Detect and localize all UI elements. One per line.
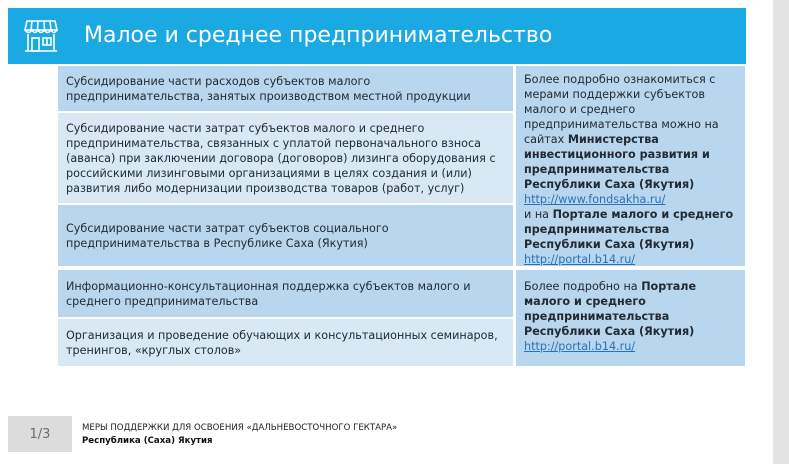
info-text: Более подробно ознакомиться с мерами поддержки субъектов малого и среднего предпринимательства можно на сайтах: [524, 73, 719, 146]
portal-name: Портале малого и среднего предпринимательства Республики Саха (Якутия): [524, 280, 697, 338]
portal-link[interactable]: http://portal.b14.ru/: [524, 340, 636, 353]
measure-item: [58, 270, 513, 317]
measure-text: Субсидирование части расходов субъектов малого предпринимательства, занятых производством местной продукции: [66, 74, 471, 103]
measure-item: [58, 205, 513, 266]
measure-text: Субсидирование части затрат субъектов малого и среднего предпринимательства, связанных с уплатой первоначального взноса (аванса) при заключении договора (договоров) лизинга оборудования с российскими лизинговыми организациями в целях создания и (или) развития либо модернизации производства товаров (работ, услуг): [66, 122, 496, 195]
shop-icon: [24, 18, 58, 54]
info-text: и на: [524, 208, 553, 221]
info-text: Более подробно на: [524, 280, 642, 293]
header-banner: [8, 8, 746, 64]
portal-name: Портале малого и среднего предпринимательства Республики Саха (Якутия): [524, 208, 734, 251]
measure-text: Субсидирование части затрат субъектов социального предпринимательства в Республике Саха (Якутия): [66, 221, 389, 250]
measure-item: [58, 113, 513, 203]
footer-title: МЕРЫ ПОДДЕРЖКИ ДЛЯ ОСВОЕНИЯ «ДАЛЬНЕВОСТОЧНОГО ГЕКТАРА»: [82, 423, 398, 433]
measure-text: Информационно-консультационная поддержка субъектов малого и среднего предпринимательства: [66, 279, 471, 308]
footer-region: Республика (Саха) Якутия: [82, 436, 213, 446]
info-block-financial: [516, 66, 745, 266]
portal-link[interactable]: http://portal.b14.ru/: [524, 253, 636, 266]
fondsakha-link[interactable]: http://www.fondsakha.ru/: [524, 193, 666, 206]
measure-text: Организация и проведение обучающих и консультационных семинаров, тренингов, «круглых столов»: [66, 328, 498, 357]
page-number: 1/3: [8, 416, 72, 452]
scrollbar-track[interactable]: [773, 0, 789, 464]
measure-item: [58, 66, 513, 111]
measure-item: [58, 319, 513, 366]
ministry-name: Министерства инвестиционного развития и предпринимательства Республики Саха (Якутия): [524, 133, 710, 191]
info-block-consulting: [516, 270, 745, 366]
page-title: Малое и среднее предпринимательство: [84, 23, 553, 48]
